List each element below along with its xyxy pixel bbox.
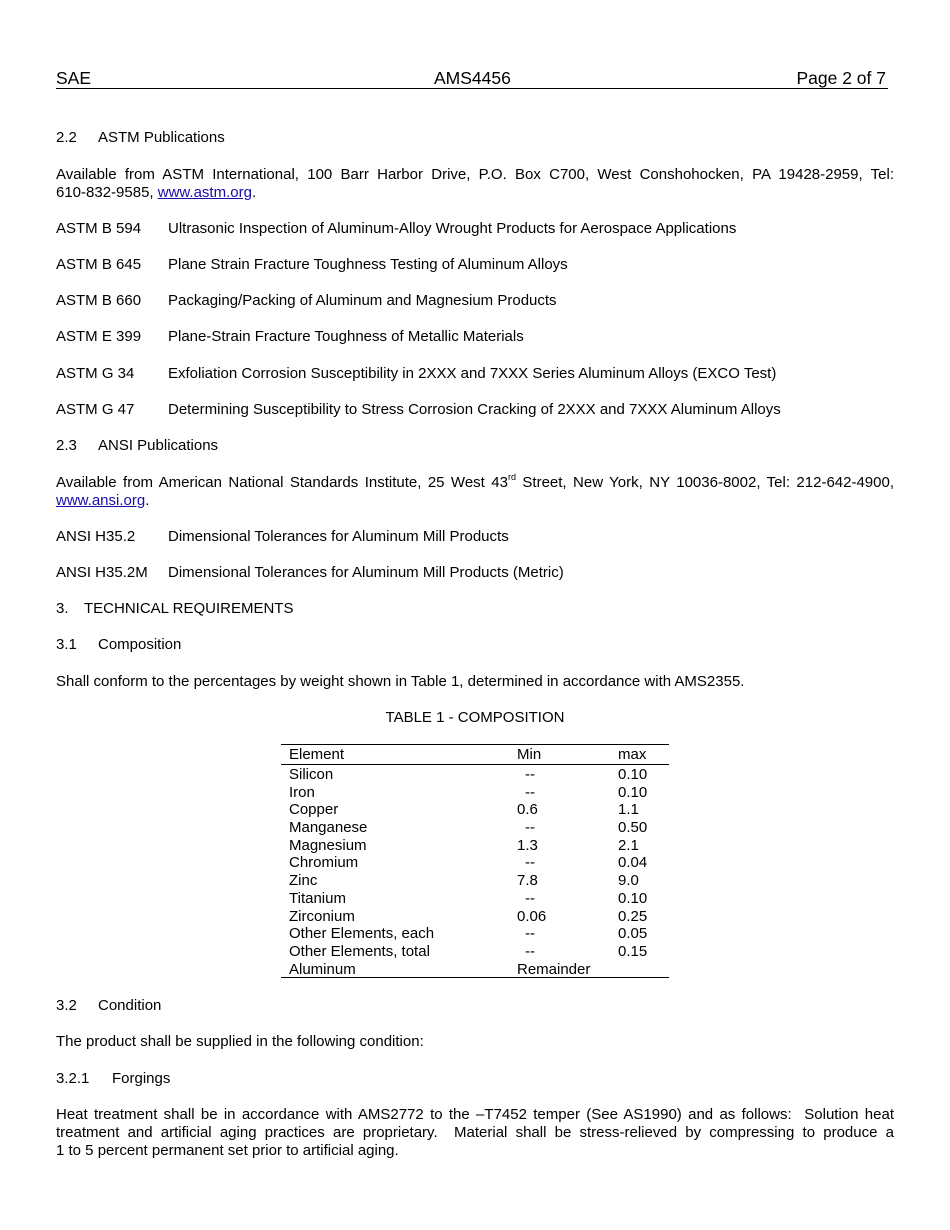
column-header-element: Element xyxy=(289,746,345,763)
header-org: SAE xyxy=(56,68,92,88)
astm-availability xyxy=(56,166,894,202)
table-row xyxy=(281,889,669,907)
section-title: TECHNICAL REQUIREMENTS xyxy=(84,600,294,617)
forgings-line1: Heat treatment shall be in accordance with AMS2772 to the –T7452 temper (See AS1990) and as follows: Solution heat xyxy=(56,1106,894,1123)
cell-element: Magnesium xyxy=(289,836,367,854)
table-row xyxy=(281,942,669,960)
cell-min: -- xyxy=(525,854,535,872)
cell-max: 0.10 xyxy=(618,889,648,907)
header-doc-number: AMS4456 xyxy=(434,68,511,88)
table-row xyxy=(281,818,669,836)
cell-max: 0.05 xyxy=(618,925,648,943)
table-row xyxy=(281,765,669,783)
reference-code: ASTM B 645 xyxy=(56,256,142,273)
table-row xyxy=(281,960,669,978)
column-header-min: Min xyxy=(517,746,542,763)
section-title: ASTM Publications xyxy=(98,129,225,146)
cell-element: Silicon xyxy=(289,766,334,783)
reference-code: ASTM B 594 xyxy=(56,220,142,237)
astm-availability-line1: Available from ASTM International, 100 Barr Harbor Drive, P.O. Box C700, West Conshohocken, PA 19428-2959, Tel: xyxy=(56,166,894,183)
table-row xyxy=(281,871,669,889)
reference-title: Exfoliation Corrosion Susceptibility in 2XXX and 7XXX Series Aluminum Alloys (EXCO Test) xyxy=(168,365,777,382)
reference-code: ASTM E 399 xyxy=(56,328,142,345)
period: . xyxy=(145,492,150,509)
table-header-row xyxy=(281,745,669,765)
section-heading-ansi xyxy=(56,437,218,455)
cell-min: Remainder xyxy=(517,960,591,978)
section-number: 3.1 xyxy=(56,636,77,653)
ordinal-suffix: rd xyxy=(507,472,516,482)
cell-min: 0.06 xyxy=(517,907,547,925)
table-row xyxy=(281,800,669,818)
cell-element: Titanium xyxy=(289,889,346,907)
cell-max: 0.04 xyxy=(618,854,648,872)
cell-min: 7.8 xyxy=(517,872,538,890)
cell-max: 9.0 xyxy=(618,872,639,890)
section-heading-condition xyxy=(56,997,161,1015)
page-header xyxy=(56,68,888,89)
cell-element: Zirconium xyxy=(289,907,355,925)
reference-code: ASTM B 660 xyxy=(56,292,142,309)
forgings-line2: treatment and artificial aging practices are proprietary. Material shall be stress-relieved by compressing to produce a xyxy=(56,1124,894,1141)
reference-title: Plane Strain Fracture Toughness Testing of Aluminum Alloys xyxy=(168,256,568,273)
section-number: 2.3 xyxy=(56,437,77,454)
cell-min: 0.6 xyxy=(517,801,538,819)
section-heading-composition xyxy=(56,636,181,654)
cell-min: -- xyxy=(525,783,535,801)
ansi-availability-line1 xyxy=(56,474,894,492)
table-title: TABLE 1 - COMPOSITION xyxy=(385,709,565,726)
forgings-text xyxy=(56,1106,894,1160)
cell-element: Iron xyxy=(289,783,315,801)
reference-title: Plane-Strain Fracture Toughness of Metallic Materials xyxy=(168,328,524,345)
astm-phone: 610-832-9585, xyxy=(56,184,158,201)
cell-min: -- xyxy=(525,942,535,960)
cell-element: Aluminum xyxy=(289,960,356,978)
astm-link[interactable]: www.astm.org xyxy=(157,184,252,201)
ansi-address-end: Street, New York, NY 10036-8002, Tel: 212-642-4900, xyxy=(515,474,894,491)
reference-title: Dimensional Tolerances for Aluminum Mill Products (Metric) xyxy=(168,564,564,581)
header-page-number: Page 2 of 7 xyxy=(796,68,886,88)
table-row xyxy=(281,853,669,871)
cell-min: -- xyxy=(525,889,535,907)
period: . xyxy=(251,184,257,201)
reference-title: Packaging/Packing of Aluminum and Magnesium Products xyxy=(168,292,557,309)
section-title: Composition xyxy=(98,636,182,653)
cell-element: Zinc xyxy=(289,872,318,890)
ansi-link[interactable]: www.ansi.org xyxy=(56,492,146,509)
table-row xyxy=(281,907,669,925)
cell-max: 0.15 xyxy=(618,942,648,960)
section-number: 2.2 xyxy=(56,129,77,146)
condition-text: The product shall be supplied in the following condition: xyxy=(56,1033,424,1050)
cell-element: Other Elements, each xyxy=(289,925,435,943)
cell-min: -- xyxy=(525,766,535,783)
reference-title: Determining Susceptibility to Stress Corrosion Cracking of 2XXX and 7XXX Aluminum Alloys xyxy=(168,401,781,418)
cell-max: 0.50 xyxy=(618,819,648,837)
cell-max: 2.1 xyxy=(618,836,639,854)
cell-element: Copper xyxy=(289,801,339,819)
column-header-max: max xyxy=(618,746,647,763)
cell-max: 0.10 xyxy=(618,766,648,783)
cell-min: -- xyxy=(525,925,535,943)
section-heading-forgings xyxy=(56,1070,170,1088)
reference-code: ASTM G 47 xyxy=(56,401,135,418)
section-heading-technical xyxy=(56,600,293,618)
table-row xyxy=(281,836,669,854)
table-row xyxy=(281,783,669,801)
cell-min: 1.3 xyxy=(517,836,538,854)
ansi-address-start: Available from American National Standards Institute, 25 West 43 xyxy=(56,474,508,491)
cell-element: Manganese xyxy=(289,819,368,837)
section-title: ANSI Publications xyxy=(98,437,219,454)
reference-code: ASTM G 34 xyxy=(56,365,135,382)
astm-availability-line2 xyxy=(56,184,894,202)
cell-max: 1.1 xyxy=(618,801,639,819)
reference-code: ANSI H35.2 xyxy=(56,528,136,545)
cell-element: Other Elements, total xyxy=(289,942,430,960)
cell-element: Chromium xyxy=(289,854,359,872)
cell-min: -- xyxy=(525,819,535,837)
forgings-line3: 1 to 5 percent permanent set prior to artificial aging. xyxy=(56,1142,399,1159)
section-title: Forgings xyxy=(112,1070,171,1087)
composition-table xyxy=(281,744,669,978)
ansi-availability-line2 xyxy=(56,492,894,510)
section-title: Condition xyxy=(98,997,162,1014)
section-heading-astm xyxy=(56,129,225,147)
reference-title: Ultrasonic Inspection of Aluminum-Alloy Wrought Products for Aerospace Applications xyxy=(168,220,737,237)
table-row xyxy=(281,924,669,942)
section-number: 3.2.1 xyxy=(56,1070,90,1087)
section-number: 3. xyxy=(56,600,69,617)
section-number: 3.2 xyxy=(56,997,77,1014)
reference-title: Dimensional Tolerances for Aluminum Mill Products xyxy=(168,528,509,545)
composition-text: Shall conform to the percentages by weight shown in Table 1, determined in accordance with AMS2355. xyxy=(56,673,745,690)
cell-max: 0.10 xyxy=(618,783,648,801)
reference-code: ANSI H35.2M xyxy=(56,564,148,581)
ansi-availability xyxy=(56,474,894,510)
cell-max: 0.25 xyxy=(618,907,648,925)
